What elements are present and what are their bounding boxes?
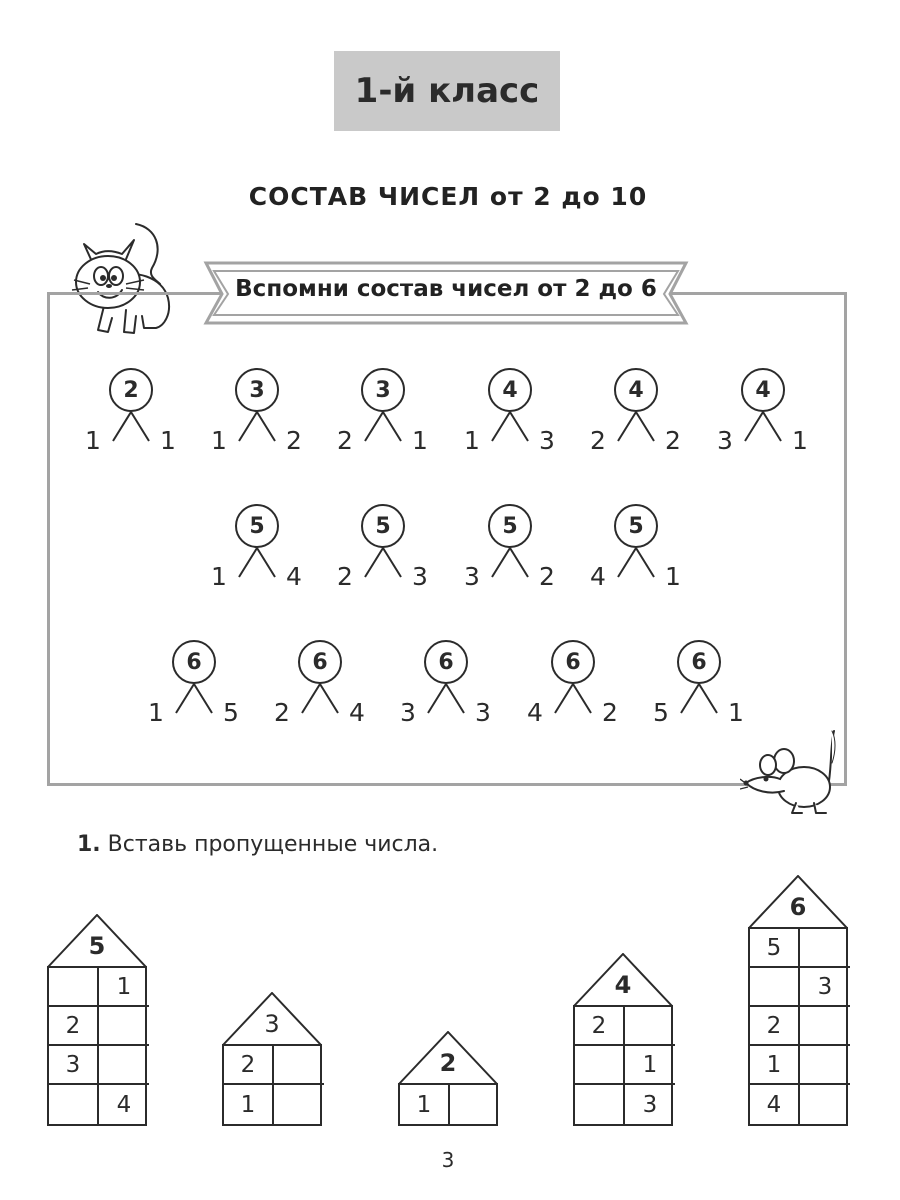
house-cell: 5: [750, 929, 800, 968]
tree-whole-number: 4: [741, 368, 785, 412]
tree-whole-number: 6: [551, 640, 595, 684]
empty-answer-cell[interactable]: [49, 1085, 99, 1124]
tree-whole-number: 5: [488, 504, 532, 548]
tree-left-part: 5: [653, 698, 669, 727]
page-number: 3: [441, 1148, 455, 1172]
number-house: [47, 914, 147, 1126]
tree-right-part: 2: [286, 426, 302, 455]
tree-whole-number: 6: [424, 640, 468, 684]
empty-answer-cell[interactable]: [575, 1046, 625, 1085]
tree-right-part: 3: [539, 426, 555, 455]
number-tree: [718, 368, 808, 478]
number-tree: [591, 504, 681, 614]
house-cell: 2: [224, 1046, 274, 1085]
empty-answer-cell[interactable]: [800, 1007, 850, 1046]
tree-left-part: 2: [337, 426, 353, 455]
house-cell: 1: [400, 1085, 450, 1124]
house-cell: 1: [99, 968, 149, 1007]
tree-whole-number: 6: [298, 640, 342, 684]
empty-answer-cell[interactable]: [99, 1046, 149, 1085]
tree-right-part: 2: [539, 562, 555, 591]
house-cell: 4: [116, 1091, 132, 1118]
tree-whole-number: 5: [614, 504, 658, 548]
number-tree: [275, 640, 365, 750]
house-cell: 3: [49, 1046, 99, 1085]
tree-whole-number: 3: [361, 368, 405, 412]
number-tree: [591, 368, 681, 478]
tree-right-part: 3: [475, 698, 491, 727]
number-tree: [86, 368, 176, 478]
tree-left-part: 4: [527, 698, 543, 727]
task-number: 1.: [77, 832, 101, 857]
house-roof-number: 5: [88, 932, 106, 960]
house-grid: [47, 966, 147, 1126]
tree-whole-number: 2: [109, 368, 153, 412]
house-cell: 1: [625, 1046, 675, 1085]
house-roof-number: 6: [789, 893, 807, 921]
number-house: [222, 992, 322, 1126]
house-cell: 4: [750, 1085, 800, 1124]
grade-label: 1-й класс: [334, 51, 560, 131]
number-house: [398, 1031, 498, 1126]
tree-whole-number: 5: [235, 504, 279, 548]
tree-right-part: 1: [412, 426, 428, 455]
number-tree: [465, 368, 555, 478]
empty-answer-cell[interactable]: [800, 1085, 850, 1124]
tree-left-part: 3: [464, 562, 480, 591]
tree-right-part: 1: [728, 698, 744, 727]
house-cell: 3: [800, 968, 850, 1007]
house-roof-number: 4: [614, 971, 632, 999]
tree-left-part: 2: [274, 698, 290, 727]
empty-answer-cell[interactable]: [450, 1085, 500, 1124]
tree-right-part: 4: [286, 562, 302, 591]
tree-left-part: 1: [85, 426, 101, 455]
house-roof-number: 3: [264, 1010, 280, 1038]
tree-left-part: 1: [148, 698, 164, 727]
tree-right-part: 1: [792, 426, 808, 455]
house-cell: 2: [750, 1007, 800, 1046]
mouse-illustration: [740, 727, 850, 822]
tree-right-part: 3: [412, 562, 428, 591]
tree-left-part: 1: [464, 426, 480, 455]
tree-right-part: 1: [160, 426, 176, 455]
tree-right-part: 1: [665, 562, 681, 591]
tree-whole-number: 5: [361, 504, 405, 548]
house-roof-number: 2: [439, 1049, 457, 1077]
tree-right-part: 2: [665, 426, 681, 455]
ribbon-text: Вспомни состав чисел от 2 до 6: [235, 276, 657, 302]
tree-right-part: 5: [223, 698, 239, 727]
empty-answer-cell[interactable]: [274, 1046, 324, 1085]
empty-answer-cell[interactable]: [575, 1085, 625, 1124]
tree-whole-number: 6: [172, 640, 216, 684]
empty-answer-cell[interactable]: [49, 968, 99, 1007]
house-grid: [573, 1005, 673, 1126]
number-house: [573, 953, 673, 1126]
house-cell: 2: [575, 1007, 625, 1046]
number-tree: [401, 640, 491, 750]
house-grid: [222, 1044, 322, 1126]
task-text: Вставь пропущенные числа.: [107, 832, 439, 857]
tree-left-part: 4: [590, 562, 606, 591]
number-tree: [465, 504, 555, 614]
tree-left-part: 1: [211, 562, 227, 591]
house-grid: [398, 1083, 498, 1126]
tree-whole-number: 6: [677, 640, 721, 684]
tree-right-part: 4: [349, 698, 365, 727]
number-tree: [654, 640, 744, 750]
tree-right-part: 2: [602, 698, 618, 727]
number-tree: [528, 640, 618, 750]
number-tree: [149, 640, 239, 750]
empty-answer-cell[interactable]: [625, 1007, 675, 1046]
empty-answer-cell[interactable]: [274, 1085, 324, 1124]
empty-answer-cell[interactable]: [99, 1007, 149, 1046]
number-tree: [212, 368, 302, 478]
empty-answer-cell[interactable]: [800, 1046, 850, 1085]
house-cell: 1: [750, 1046, 800, 1085]
page-title: СОСТАВ ЧИСЕЛ от 2 до 10: [248, 182, 648, 211]
task-instruction: [77, 832, 438, 857]
tree-left-part: 3: [717, 426, 733, 455]
tree-left-part: 2: [337, 562, 353, 591]
house-cell: 2: [49, 1007, 99, 1046]
tree-left-part: 2: [590, 426, 606, 455]
house-grid: [748, 927, 848, 1126]
number-tree: [338, 504, 428, 614]
house-cell: 3: [642, 1091, 658, 1118]
number-house: [748, 875, 848, 1126]
house-cell: 1: [224, 1085, 274, 1124]
tree-whole-number: 4: [488, 368, 532, 412]
number-tree: [338, 368, 428, 478]
tree-whole-number: 4: [614, 368, 658, 412]
tree-left-part: 1: [211, 426, 227, 455]
tree-whole-number: 3: [235, 368, 279, 412]
number-tree: [212, 504, 302, 614]
empty-answer-cell[interactable]: [800, 929, 850, 968]
empty-answer-cell[interactable]: [750, 968, 800, 1007]
tree-left-part: 3: [400, 698, 416, 727]
